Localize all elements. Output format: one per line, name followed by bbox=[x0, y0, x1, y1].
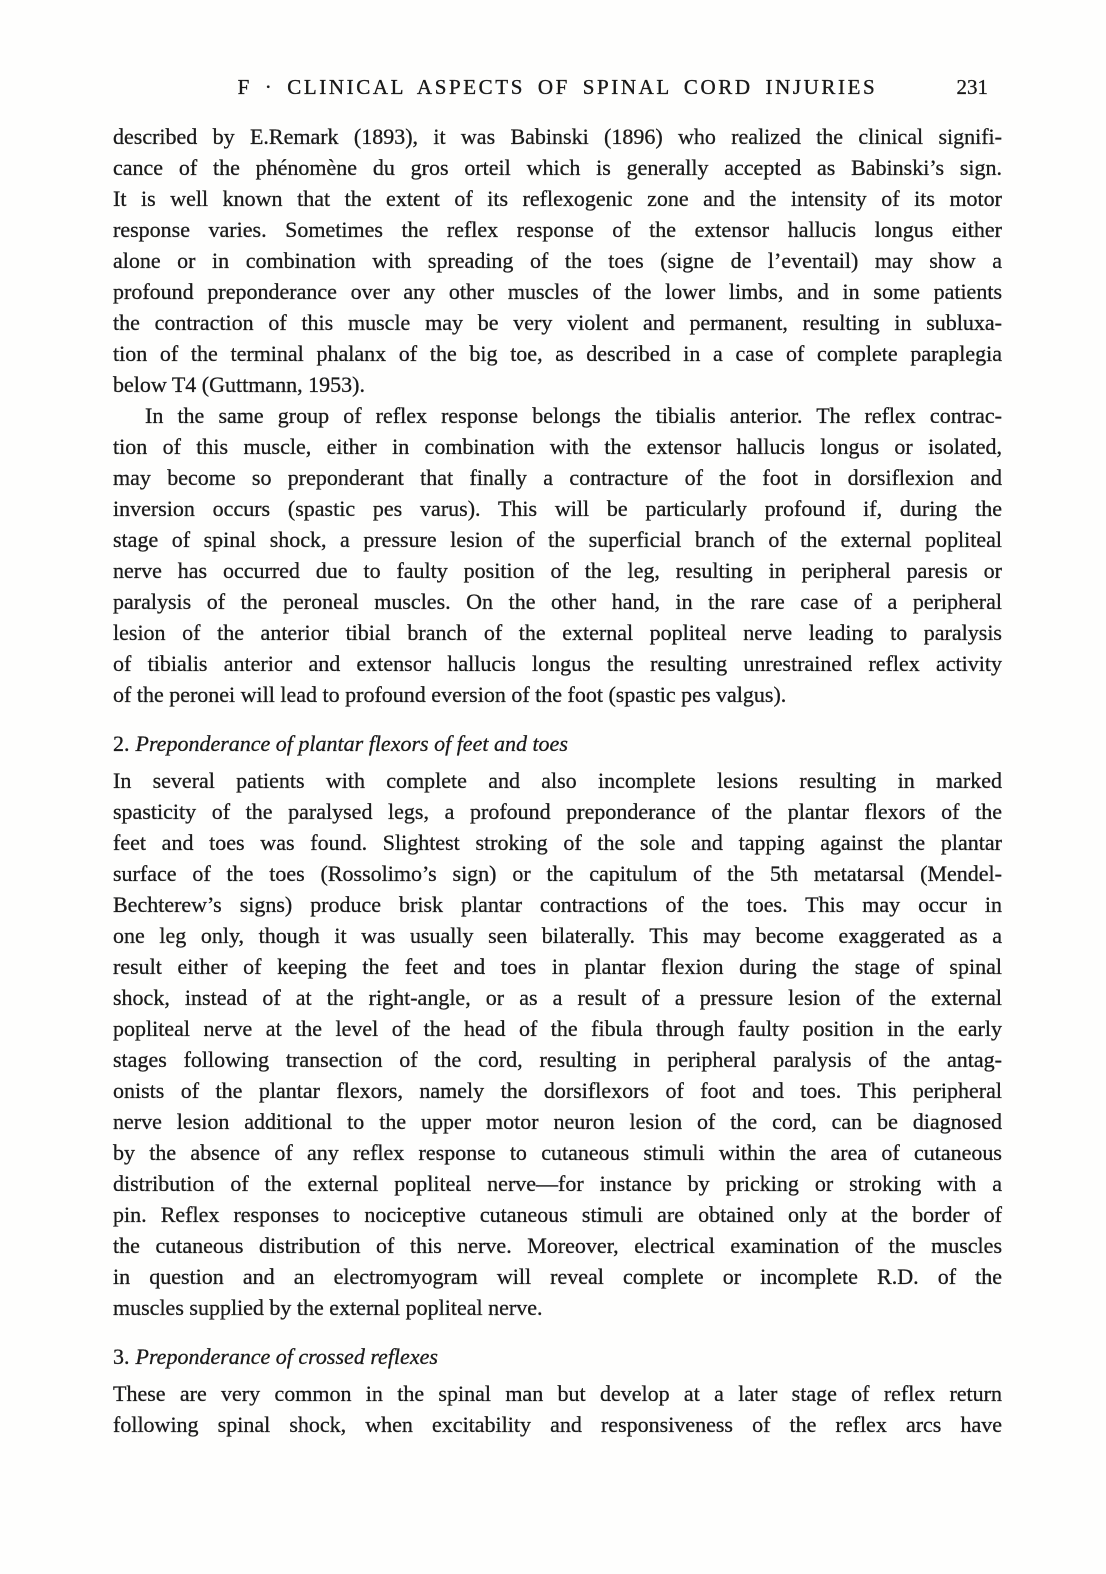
page-number: 231 bbox=[956, 75, 988, 99]
text-line: may become so preponderant that finally a contracture of the foot in dorsiflexion and bbox=[113, 465, 1002, 490]
text-line: stage of spinal shock, a pressure lesion of the superficial branch of the external popliteal bbox=[113, 527, 1002, 552]
body-text bbox=[113, 121, 1002, 1440]
text-line: by the absence of any reflex response to cutaneous stimuli within the area of cutaneous bbox=[113, 1140, 1002, 1165]
text-line: described by E.Remark (1893), it was Babinski (1896) who realized the clinical signifi- bbox=[113, 124, 1002, 149]
text-line: muscles supplied by the external popliteal nerve. bbox=[113, 1295, 543, 1320]
text-line: onists of the plantar flexors, namely the dorsiflexors of foot and toes. This peripheral bbox=[113, 1078, 1002, 1103]
text-line: the contraction of this muscle may be very violent and permanent, resulting in subluxa- bbox=[113, 310, 1002, 335]
text-line: paralysis of the peroneal muscles. On the other hand, in the rare case of a peripheral bbox=[113, 589, 1002, 614]
paragraph bbox=[113, 400, 1002, 710]
text-line: of the peronei will lead to profound eversion of the foot (spastic pes valgus). bbox=[113, 682, 787, 707]
text-line: surface of the toes (Rossolimo’s sign) or the capitulum of the 5th metatarsal (Mendel- bbox=[113, 861, 1002, 886]
text-line: pin. Reflex responses to nociceptive cutaneous stimuli are obtained only at the border of bbox=[113, 1202, 1002, 1227]
section-title: Preponderance of crossed reflexes bbox=[135, 1344, 438, 1369]
section-title: Preponderance of plantar flexors of feet and toes bbox=[135, 731, 568, 756]
text-line: In several patients with complete and also incomplete lesions resulting in marked bbox=[113, 768, 1002, 793]
text-line: result either of keeping the feet and toes in plantar flexion during the stage of spinal bbox=[113, 954, 1002, 979]
text-line: below T4 (Guttmann, 1953). bbox=[113, 372, 365, 397]
text-line: In the same group of reflex response belongs the tibialis anterior. The reflex contrac- bbox=[145, 403, 1002, 428]
section-number: 3. bbox=[113, 1344, 130, 1369]
text-line: tion of the terminal phalanx of the big toe, as described in a case of complete paraplegia bbox=[113, 341, 1002, 366]
text-line: spasticity of the paralysed legs, a profound preponderance of the plantar flexors of the bbox=[113, 799, 1002, 824]
text-line: inversion occurs (spastic pes varus). This will be particularly profound if, during the bbox=[113, 496, 1002, 521]
text-line: alone or in combination with spreading of the toes (signe de l’eventail) may show a bbox=[113, 248, 1002, 273]
text-line: It is well known that the extent of its reflexogenic zone and the intensity of its motor bbox=[113, 186, 1002, 211]
text-column bbox=[113, 75, 1002, 1440]
text-line: response varies. Sometimes the reflex response of the extensor hallucis longus either bbox=[113, 217, 1002, 242]
paragraph bbox=[113, 1378, 1002, 1440]
text-line: tion of this muscle, either in combination with the extensor hallucis longus or isolated, bbox=[113, 434, 1002, 459]
text-line: shock, instead of at the right-angle, or as a result of a pressure lesion of the external bbox=[113, 985, 1002, 1010]
section-number: 2. bbox=[113, 731, 130, 756]
text-line: profound preponderance over any other muscles of the lower limbs, and in some patients bbox=[113, 279, 1002, 304]
text-line: nerve lesion additional to the upper motor neuron lesion of the cord, can be diagnosed bbox=[113, 1109, 1002, 1134]
paragraph bbox=[113, 121, 1002, 400]
text-line: distribution of the external popliteal nerve—for instance by pricking or stroking with a bbox=[113, 1171, 1002, 1196]
text-line: popliteal nerve at the level of the head of the fibula through faulty position in the early bbox=[113, 1016, 1002, 1041]
section-heading bbox=[113, 730, 1002, 757]
text-line: cance of the phénomène du gros orteil which is generally accepted as Babinski’s sign. bbox=[113, 155, 1002, 180]
text-line: in question and an electromyogram will reveal complete or incomplete R.D. of the bbox=[113, 1264, 1002, 1289]
text-line: Bechterew’s signs) produce brisk plantar contractions of the toes. This may occur in bbox=[113, 892, 1002, 917]
paragraph bbox=[113, 765, 1002, 1323]
text-line: stages following transection of the cord, resulting in peripheral paralysis of the antag- bbox=[113, 1047, 1002, 1072]
text-line: feet and toes was found. Slightest stroking of the sole and tapping against the plantar bbox=[113, 830, 1002, 855]
section-heading bbox=[113, 1343, 1002, 1370]
page-header bbox=[113, 75, 1002, 99]
text-line: the cutaneous distribution of this nerve. Moreover, electrical examination of the muscles bbox=[113, 1233, 1002, 1258]
text-line: of tibialis anterior and extensor hallucis longus the resulting unrestrained reflex activity bbox=[113, 651, 1002, 676]
text-line: These are very common in the spinal man but develop at a later stage of reflex return bbox=[113, 1381, 1002, 1406]
text-line: following spinal shock, when excitability and responsiveness of the reflex arcs have bbox=[113, 1412, 1002, 1437]
text-line: lesion of the anterior tibial branch of the external popliteal nerve leading to paralysis bbox=[113, 620, 1002, 645]
text-line: one leg only, though it was usually seen bilaterally. This may become exaggerated as a bbox=[113, 923, 1002, 948]
text-line: nerve has occurred due to faulty position of the leg, resulting in peripheral paresis or bbox=[113, 558, 1002, 583]
running-title: F · CLINICAL ASPECTS OF SPINAL CORD INJURIES bbox=[237, 75, 878, 99]
